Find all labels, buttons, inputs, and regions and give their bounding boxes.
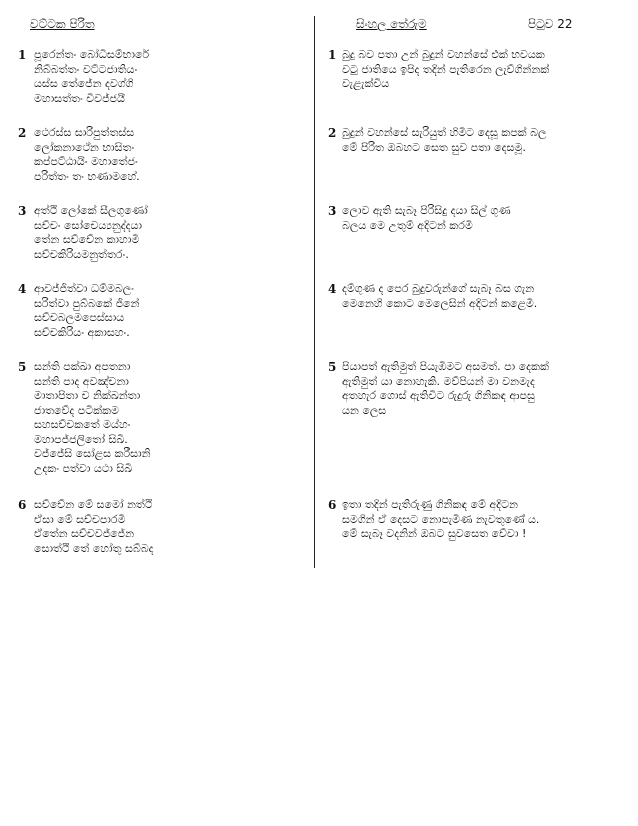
verse-line: සච්චකිරියමනුත්තරං. xyxy=(34,247,129,261)
verse-line: ලොව ඇති සැබෑ පිරිසිදු දයා සිල් ගුණ xyxy=(342,204,511,217)
verse-line: ජාතවේද පටික්කම xyxy=(34,403,119,417)
verse-line: කප්පට්ඨායිං මහාතේජං xyxy=(34,155,138,168)
right-verse-1 xyxy=(328,48,624,92)
left-verse-5 xyxy=(18,360,308,476)
sinhala-column xyxy=(328,14,624,540)
verse-number: 2 xyxy=(328,126,337,140)
verse-line: මහාසත්තං විවජ්ජයී xyxy=(34,91,125,105)
verse-line: අතහැර ගොස් ඇතිවිට රුදුරු ගිනිකඳ ආපසු xyxy=(342,389,535,402)
verse-line: දම්ගුණ ද පෙර බුදුවරුන්ගේ සැබෑ බස ගැන xyxy=(342,282,535,295)
left-verse-4 xyxy=(18,282,308,340)
verse-lines xyxy=(342,48,624,92)
sinhala-title: සිංහල තේරුම xyxy=(356,17,427,31)
verse-number: 5 xyxy=(328,360,337,374)
verse-line: පූරෙන්තං බෝධිසම්භාරේ xyxy=(34,48,150,61)
verse-line: බුදුන් වහන්සේ සැරියුත් හිමිට දෙසූ කපක් බල xyxy=(342,126,547,139)
right-verse-2 xyxy=(328,126,624,155)
verse-line: ඒතේන සච්චවජ්ජේන xyxy=(34,527,135,540)
verse-number: 3 xyxy=(18,204,27,218)
verse-line: සමගින් ඒ දෙසට නොපැමිණ නැවතුණේ ය. xyxy=(342,512,540,526)
page-number: පිටුව 22 xyxy=(528,17,573,31)
verse-number: 6 xyxy=(328,498,337,512)
verse-line: සච්චකිරියං අකාසහං. xyxy=(34,325,130,339)
verse-line: උදකං පත්වා යථා සිඛී xyxy=(34,461,133,475)
verse-lines xyxy=(342,498,624,542)
pali-header xyxy=(18,14,308,34)
verse-line: පරිත්තං තං භණාමහේ. xyxy=(34,169,140,183)
verse-line: බුදු බව පතා උන් බුදුන් වහන්සේ එක් භවයක xyxy=(342,48,545,61)
verse-line: තේන සච්චේන කාහාමි xyxy=(34,233,140,246)
verse-line: ඒසා මේ සච්චපාරමී xyxy=(34,512,126,526)
verse-number: 1 xyxy=(328,48,337,62)
verse-number: 1 xyxy=(18,48,27,62)
right-verse-4 xyxy=(328,282,624,311)
verse-line: සහසච්චකතේ මය්හං xyxy=(34,418,131,431)
verse-line: සච්චේන මේ සමෝ නත්ථි xyxy=(34,498,153,511)
left-verse-3 xyxy=(18,204,308,262)
left-verse-6 xyxy=(18,498,308,556)
verse-number: 6 xyxy=(18,498,27,512)
verse-lines xyxy=(34,498,308,556)
verse-lines xyxy=(34,282,308,340)
verse-lines xyxy=(342,360,624,418)
verse-line: ඉතා තදින් පැතිරුණු ගිනිකඳ මේ අදිටන xyxy=(342,498,518,511)
left-verse-2 xyxy=(18,126,308,184)
right-verse-3 xyxy=(328,204,624,233)
verse-line: සරිත්වා පුබ්බකේ ජිනේ xyxy=(34,296,140,310)
verse-line: ථෙරස්ස සාරිපුත්තස්ස xyxy=(34,126,135,139)
pali-column xyxy=(18,14,308,555)
verse-line: පියාපත් ඇතිමුත් පියැඹීමට අසමත්. පා දෙකක් xyxy=(342,360,549,373)
verse-line: සන්ති පාද අවඤ්චනා xyxy=(34,374,129,388)
verse-line: ලෝකනාථේන භාසිතං xyxy=(34,140,135,154)
verse-line: සච්චබලමපෙස්සාය xyxy=(34,311,125,324)
left-verse-1 xyxy=(18,48,308,106)
verse-line: යන ලෙස xyxy=(342,403,387,417)
verse-lines xyxy=(342,282,624,311)
verse-line: සන්ති පක්ඛා අපතනා xyxy=(34,360,131,373)
verse-line: නිබ්බත්තං වට්ටජාතියං xyxy=(34,62,138,76)
verse-line: යස්ස තේජේන දවග්ගි xyxy=(34,77,134,90)
verse-line: මේ පිරිත ඔබහට සෙත සුව පතා දෙසමූ. xyxy=(342,140,526,154)
verse-line: වජ්ජේසි සෝළස කරීසානි xyxy=(34,447,151,460)
right-verse-5 xyxy=(328,360,624,418)
verse-lines xyxy=(342,204,624,233)
verse-lines xyxy=(342,126,624,155)
verse-line: ආවජ්ජිත්වා ධම්මබලං xyxy=(34,282,134,295)
verse-number: 5 xyxy=(18,360,27,374)
verse-line: මාතාපිතා ච නික්ඛන්තා xyxy=(34,389,141,402)
verse-number: 4 xyxy=(328,282,337,296)
verse-line: අත්ථි ලෝකේ සීලගුණෝ xyxy=(34,204,148,217)
verse-line: මේ සැබෑ වදනින් ඔබට සුවසෙත වේවා ! xyxy=(342,527,527,540)
verse-line: සච්චං සෝචෙය්‍යනුද්දයා xyxy=(34,218,143,232)
column-divider xyxy=(314,16,315,568)
right-verse-6 xyxy=(328,498,624,542)
verse-number: 2 xyxy=(18,126,27,140)
verse-lines xyxy=(34,126,308,184)
verse-line: වටු ජාතියෙ ඉපිද තදින් පැතිරෙන ලැව්ගින්නක් xyxy=(342,62,550,76)
verse-line: මෙනෙහි කොට මෙලෙසින් අදිටන් කළෙමි. xyxy=(342,296,538,310)
verse-number: 4 xyxy=(18,282,27,296)
verse-line: මහාපජ්ජලිතෝ සිඛී. xyxy=(34,432,128,446)
pali-title: වට්ටක පිරිත xyxy=(30,17,95,31)
verse-lines xyxy=(34,204,308,262)
verse-number: 3 xyxy=(328,204,337,218)
verse-line: සොත්ථි තේ හෝතු සබ්බද xyxy=(34,541,154,555)
verse-line: බලය මෙ උතුම් අදිටන් කරමි xyxy=(342,218,473,232)
verse-line: ඇතිමුත් යා නොහැකි. මව්පියන් මා වනමැද xyxy=(342,374,535,388)
sinhala-header xyxy=(328,14,624,34)
verse-lines xyxy=(34,48,308,106)
verse-lines xyxy=(34,360,308,476)
verse-line: වැළැක්විය xyxy=(342,77,390,90)
